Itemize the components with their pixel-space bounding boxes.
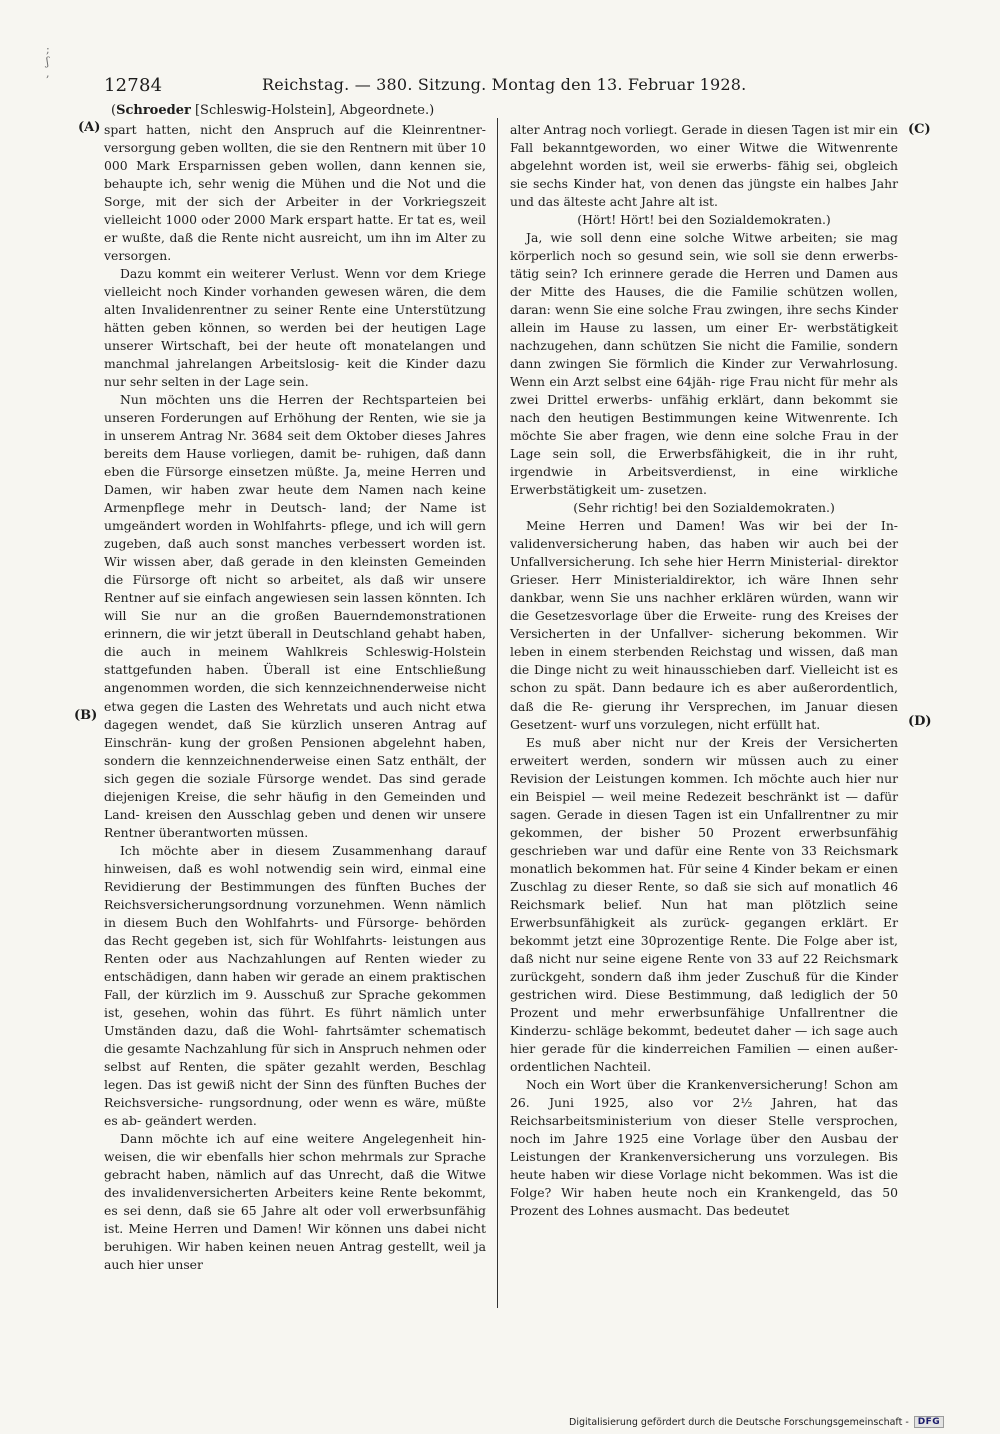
dfg-logo: DFG: [914, 1416, 944, 1428]
digitization-footer: [569, 1416, 944, 1428]
margin-marker-a: (A): [78, 120, 101, 135]
column-divider: [497, 118, 498, 1308]
running-head: Reichstag. — 380. Sitzung. Montag den 13. Februar 1928.: [262, 75, 747, 94]
interjection: (Sehr richtig! bei den Sozialdemokraten.): [573, 500, 835, 516]
paragraph: Es muß aber nicht nur der Kreis der Versicherten erweitert werden, sondern wir müssen auch zu einer Revision der Leistungen kommen. Ich möchte auch hier nur ein Beispiel — weil meine Redezeit beschränkt ist — dafür sagen. Gerade in diesen Tagen ist ein Unfallrentner zu mir gekommen, der bisher 50 Prozent erwerbsunfähig geschrieben war und dafür eine Rente von 33 Reichsmark monatlich bekommen hat. Für seine 4 Kinder bekam er einen Zuschlag zu dieser Rente, so daß sie sich auf monatlich 46 Reichsmark belief. Nun hat man plötzlich seine Erwerbsunfähigkeit als zurück- gegangen erklärt. Er bekommt jetzt eine 30prozentige Rente. Die Folge aber ist, daß nicht nur seine eigene Rente von 33 auf 22 Reichsmark zurückgeht, sondern daß ihm jeder Zuschuß für die Kinder gestrichen wird. Diese Bestimmung, daß lediglich der 50 Prozent und mehr erwerbsunfähige Unfallrentner die Kinderzu- schläge bekommt, bedeutet daher — ich sage auch hier gerade für die kinderreichen Familien — einen außer- ordentlichen Nachteil.: [510, 734, 898, 1074]
interjection: (Hört! Hört! bei den Sozialdemokraten.): [577, 212, 831, 228]
paragraph: spart hatten, nicht den Anspruch auf die Kleinrentner- versorgung geben wollten, die sie den Rentnern mit über 10 000 Mark Ersparnissen geben wollen, dann kennen sie, behaupte ich, sehr wenig die Mühen und die Not und die Sorge, mit der sich der Arbeiter in der Vorkriegszeit vielleicht 1000 oder 2000 Mark erspart hatte. Er tat es, weil er wußte, daß die Rente nicht ausreicht, um ihn im Alter zu versorgen.: [104, 122, 486, 264]
margin-marker-d: (D): [908, 714, 932, 729]
paragraph: Ja, wie soll denn eine solche Witwe arbeiten; sie mag körperlich noch so gesund sein, wie soll sie denn erwerbs- tätig sein? Ich erinnere gerade die Herren und Damen aus der Mitte des Hauses, die die Familie schützen wollen, daran: wenn Sie eine solche Frau zwingen, ihre sechs Kinder allein im Hause zu lassen, um einer Er- werbstätigkeit nachzugehen, dann schützen Sie nicht die Familie, sondern dann zwingen Sie förmlich die Kinder zur Verwahrlosung. Wenn ein Arzt selbst eine 64jäh- rige Frau nicht für mehr als zwei Drittel erwerbs- unfähig erklärt, dann bekommt sie nach den heutigen Bestimmungen keine Witwenrente. Ich möchte Sie aber fragen, wie denn eine solche Frau in der Lage sein soll, die Erwerbsfähigkeit, die in ihr ruht, irgendwie in Arbeitsverdienst, in eine wirkliche Erwerbstätigkeit um- zusetzen.: [510, 230, 898, 498]
margin-marker-b: (B): [74, 708, 98, 723]
speaker-name: Schroeder: [116, 103, 191, 118]
paragraph: Ich möchte aber in diesem Zusammenhang darauf hinweisen, daß es wohl notwendig sein wird, einmal eine Revidierung der Bestimmungen des fünften Buches der Reichsversicherungsordnung vorzunehmen. Wenn nämlich in diesem Buch den Wohlfahrts- und Fürsorge- behörden das Recht gegeben ist, sich für Wohlfahrts- leistungen aus Renten oder aus Nachzahlungen auf Renten wieder zu entschädigen, dann haben wir gerade an einem praktischen Fall, der kürzlich im 9. Ausschuß zur Sprache gekommen ist, gesehen, wohin das führt. Es führt nämlich unter Umständen dazu, daß die Wohl- fahrtsämter schematisch die gesamte Nachzahlung für sich in Anspruch nehmen oder selbst auf Renten, die später gezahlt werden, Beschlag legen. Das ist gewiß nicht der Sinn des fünften Buches der Reichsversiche- rungsordnung, oder wenn es wäre, müßte es ab- geändert werden.: [104, 842, 486, 1128]
paragraph: Dann möchte ich auf eine weitere Angelegenheit hin- weisen, die wir ebenfalls hier schon mehrmals zur Sprache gebracht haben, nämlich auf das Unrecht, daß die Witwe des invalidenversicherten Arbeiters keine Rente bekommt, es sei denn, daß sie 65 Jahre alt oder voll erwerbsunfähig ist. Meine Herren und Damen! Wir können uns dabei nicht beruhigen. Wir haben keinen neuen Antrag gestellt, weil ja auch hier unser: [104, 1130, 486, 1272]
paragraph: Meine Herren und Damen! Was wir bei der In- validenversicherung haben, das haben wir auch bei der Unfallversicherung. Ich sehe hier Herrn Ministerial- direktor Grieser. Herr Ministerialdirektor, ich wäre Ihnen sehr dankbar, wenn Sie uns nachher erklären würden, wann wir die Gesetzesvorlage über die Erweite- rung des Kreises der Versicherten in der Unfallver- sicherung bekommen. Wir leben in einem sterbenden Reichstag und wissen, daß man die Dinge nicht zu weit hinausschieben darf. Vielleicht ist es schon zu spät. Dann bedaure ich es aber außerordentlich, daß die Re- gierung ihr Versprechen, im Januar diesen Gesetzent- wurf uns vorzulegen, nicht erfüllt hat.: [510, 518, 898, 732]
paragraph: Dazu kommt ein weiterer Verlust. Wenn vor dem Kriege vielleicht noch Kinder vorhanden gewesen wären, die dem alten Invalidenrentner zu seiner Rente eine Unterstützung hätten geben können, so werden bei der heutigen Lage unserer Wirtschaft, bei der heute oft monatelangen und manchmal jahrelangen Arbeitslosig- keit die Kinder dazu nur sehr selten in der Lage sein.: [104, 266, 486, 390]
speaker-line: (Schroeder [Schleswig-Holstein], Abgeordnete.): [111, 103, 435, 118]
footer-credit: Digitalisierung gefördert durch die Deutsche Forschungsgemeinschaft -: [569, 1416, 909, 1428]
page-number: 12784: [104, 75, 163, 96]
margin-marker-c: (C): [908, 122, 931, 137]
paragraph: alter Antrag noch vorliegt. Gerade in diesen Tagen ist mir ein Fall bekanntgeworden, wo einer Witwe die Witwenrente abgelehnt worden ist, weil sie erwerbs- fähig sei, obgleich sie sechs Kinder hat, von denen das jüngste ein halbes Jahr und das älteste acht Jahre alt ist.: [510, 122, 898, 210]
speaker-details: [Schleswig-Holstein], Abgeordnete.): [190, 103, 435, 118]
corner-library-mark: ; ʃ ,: [46, 43, 50, 80]
right-column: [510, 121, 898, 1220]
paragraph: Noch ein Wort über die Krankenversicherung! Schon am 26. Juni 1925, also vor 2½ Jahren, hat das Reichsarbeitsministerium von dieser Stelle versprochen, noch im Jahre 1925 eine Vorlage über den Ausbau der Leistungen der Krankenversicherung uns vorzulegen. Bis heute haben wir diese Vorlage nicht bekommen. Was ist die Folge? Wir haben heute noch ein Krankengeld, das 50 Prozent des Lohnes ausmacht. Das bedeutet: [510, 1076, 898, 1218]
left-column: [104, 121, 486, 1274]
paragraph: Nun möchten uns die Herren der Rechtsparteien bei unseren Forderungen auf Erhöhung der Renten, wie sie ja in unserem Antrag Nr. 3684 seit dem Oktober dieses Jahres bereits dem Hause vorliegen, damit be- ruhigen, daß dann eben die Fürsorge einsetzen müßte. Ja, meine Herren und Damen, wir haben zwar heute dem Namen nach keine Armenpflege mehr in Deutsch- land; der Name ist umgeändert worden in Wohlfahrts- pflege, und ich will gern zugeben, daß auch sonst manches verbessert worden ist. Wir wissen aber, daß gerade in den kleinsten Gemeinden die Fürsorge oft nicht so arbeitet, als daß wir unsere Rentner auf sie einfach angewiesen sein lassen könnten. Ich will Sie nur an die großen Bauerndemonstrationen erinnern, die wir jetzt überall in Deutschland gehabt haben, die auch in meinem Wahlkreis Schleswig-Holstein stattgefunden haben. Überall ist eine Entschließung angenommen worden, die sich kennzeichnenderweise nicht etwa gegen die Lasten des Wehretats und auch nicht etwa dagegen wendet, daß Sie kürzlich unseren Antrag auf Einschrän- kung der großen Pensionen abgelehnt haben, sondern die kennzeichnenderweise einen Satz enthält, der sich gegen die soziale Fürsorge wendet. Das sind gerade diejenigen Kreise, die sehr häufig in den Gemeinden und Land- kreisen den Ausschlag geben und denen wir unsere Rentner überantworten müssen.: [104, 392, 486, 840]
